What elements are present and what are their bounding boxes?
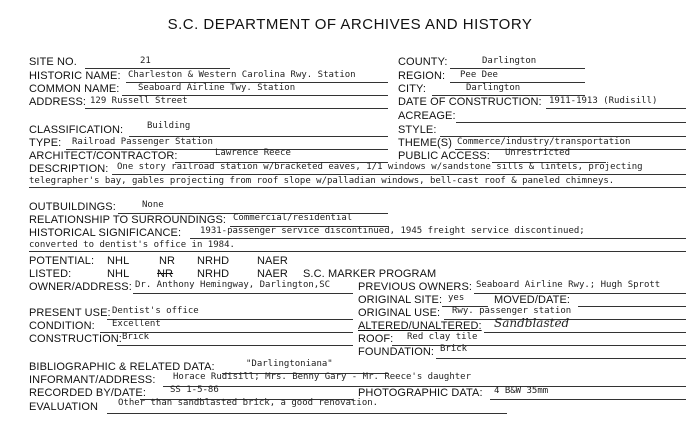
public-access-label: PUBLIC ACCESS:	[398, 150, 490, 162]
potential-nhl: NHL	[107, 255, 130, 267]
marker-program-label: S.C. MARKER PROGRAM	[303, 268, 437, 280]
foundation-label: FOUNDATION:	[358, 346, 435, 358]
acreage-label: ACREAGE:	[398, 110, 456, 122]
owner-address-label: OWNER/ADDRESS:	[29, 281, 132, 293]
bibliographic-value: "Darlingtoniana"	[246, 359, 333, 369]
region-label: REGION:	[398, 70, 446, 82]
architect-value: Lawrence Reece	[215, 148, 291, 158]
description-label: DESCRIPTION:	[29, 163, 109, 175]
recorded-by-label: RECORDED BY/DATE:	[29, 387, 147, 399]
original-use-value: Rwy. passenger station	[452, 306, 572, 316]
original-use-label: ORIGINAL USE:	[358, 307, 441, 319]
informant-value: Horace Rudisill; Mrs. Benny Gary - Mr. Reece's daughter	[173, 372, 472, 382]
altered-value: Sandblasted	[494, 316, 570, 330]
type-label: TYPE:	[29, 137, 62, 149]
potential-nrhd: NRHD	[197, 255, 230, 267]
altered-label: ALTERED/UNALTERED:	[358, 320, 482, 332]
listed-naer: NAER	[257, 268, 288, 280]
date-of-construction-value: 1911-1913 (Rudisill)	[549, 96, 658, 106]
historic-name-label: HISTORIC NAME:	[29, 70, 121, 82]
site-no-line	[85, 68, 230, 69]
present-use-value: Dentist's office	[112, 306, 199, 316]
roof-line	[392, 345, 686, 346]
common-name-value: Seaboard Airline Twy. Station	[138, 83, 296, 93]
owner-address-value: Dr. Anthony Hemingway, Darlington,SC	[135, 280, 331, 290]
original-site-value: yes	[448, 293, 465, 303]
condition-label: CONDITION:	[29, 320, 95, 332]
roof-value: Red clay tile	[407, 332, 478, 342]
roof-label: ROOF:	[358, 333, 394, 345]
listed-nhl: NHL	[107, 268, 130, 280]
themes-value: Commerce/industry/transportation	[457, 137, 631, 147]
photographic-value: 4 B&W 35mm	[494, 386, 549, 396]
date-of-construction-line	[546, 108, 686, 109]
potential-naer: NAER	[257, 255, 288, 267]
county-line	[450, 68, 585, 69]
altered-line	[484, 332, 686, 333]
relationship-label: RELATIONSHIP TO SURROUNDINGS:	[29, 214, 227, 226]
city-value: Darlington	[466, 83, 521, 93]
relationship-value: Commercial/residential	[233, 213, 353, 223]
evaluation-label: EVALUATION	[29, 401, 99, 413]
historical-significance-value-line-1: 1931-passenger service discontinued, 1945 freight service discontinued;	[200, 226, 585, 236]
listed-nrhd: NRHD	[197, 268, 230, 280]
classification-label: CLASSIFICATION:	[29, 124, 124, 136]
description-line-2	[29, 187, 686, 188]
owner-address-line	[133, 293, 353, 294]
foundation-value: Brick	[440, 344, 468, 354]
moved-date-label: MOVED/DATE:	[494, 294, 571, 306]
style-label: STYLE:	[398, 124, 437, 136]
public-access-value: Unrestricted	[505, 148, 571, 158]
classification-value: Building	[147, 121, 191, 131]
listed-label: LISTED:	[29, 268, 72, 280]
previous-owners-label: PREVIOUS OWNERS:	[358, 281, 473, 293]
construction-line	[117, 345, 353, 346]
description-value-line-2: telegrapher's bay, gables projecting from roof slope w/palladian windows, bell-cast roof & paneled chimneys.	[29, 176, 615, 186]
historical-significance-value-line-2: converted to dentist's office in 1984.	[29, 240, 235, 250]
outbuildings-value: None	[142, 200, 164, 210]
description-value-line-1: One story railroad station w/bracketed eaves, 1/1 windows w/sandstone sills & lintels, projecting	[117, 162, 643, 172]
present-use-label: PRESENT USE:	[29, 307, 111, 319]
photographic-line	[490, 399, 686, 400]
common-name-label: COMMON NAME:	[29, 83, 120, 95]
recorded-by-value: SS 1-5-86	[170, 385, 219, 395]
address-line	[85, 108, 388, 109]
construction-label: CONSTRUCTION:	[29, 333, 122, 345]
historical-significance-label: HISTORICAL SIGNIFICANCE:	[29, 227, 182, 239]
region-value: Pee Dee	[460, 70, 498, 80]
type-value: Railroad Passenger Station	[72, 137, 213, 147]
foundation-line	[436, 358, 686, 359]
address-value: 129 Russell Street	[90, 96, 188, 106]
potential-label: POTENTIAL:	[29, 255, 95, 267]
city-label: CITY:	[398, 83, 427, 95]
photographic-label: PHOTOGRAPHIC DATA:	[358, 387, 483, 399]
county-value: Darlington	[482, 56, 537, 66]
date-of-construction-label: DATE OF CONSTRUCTION:	[398, 96, 542, 108]
moved-date-line	[578, 306, 686, 307]
evaluation-line	[107, 413, 507, 414]
historic-name-value: Charleston & Western Carolina Rwy. Station	[128, 70, 356, 80]
outbuildings-label: OUTBUILDINGS:	[29, 201, 116, 213]
evaluation-value: Other than sandblasted brick, a good renovation.	[118, 398, 379, 408]
potential-nr: NR	[159, 255, 176, 267]
address-label: ADDRESS:	[29, 96, 87, 108]
original-site-label: ORIGINAL SITE:	[358, 294, 443, 306]
architect-label: ARCHITECT/CONTRACTOR:	[29, 150, 178, 162]
historical-significance-line-1	[190, 238, 686, 239]
historical-significance-line-2	[29, 251, 686, 252]
bibliographic-label: BIBLIOGRAPHIC & RELATED DATA:	[29, 361, 215, 373]
informant-label: INFORMANT/ADDRESS:	[29, 374, 156, 386]
form-title: S.C. DEPARTMENT OF ARCHIVES AND HISTORY	[167, 16, 533, 33]
site-no-label: SITE NO.	[29, 56, 77, 68]
site-no-value: 21	[140, 56, 151, 66]
listed-nr: NR	[157, 268, 174, 280]
previous-owners-value: Seaboard Airline Rwy.; Hugh Sprott	[476, 280, 661, 290]
themes-label: THEME(S)	[398, 137, 452, 149]
description-line-1	[112, 174, 686, 175]
condition-value: Excellent	[112, 319, 161, 329]
construction-value: Brick	[122, 332, 150, 342]
county-label: COUNTY:	[398, 56, 448, 68]
acreage-line	[456, 122, 686, 123]
